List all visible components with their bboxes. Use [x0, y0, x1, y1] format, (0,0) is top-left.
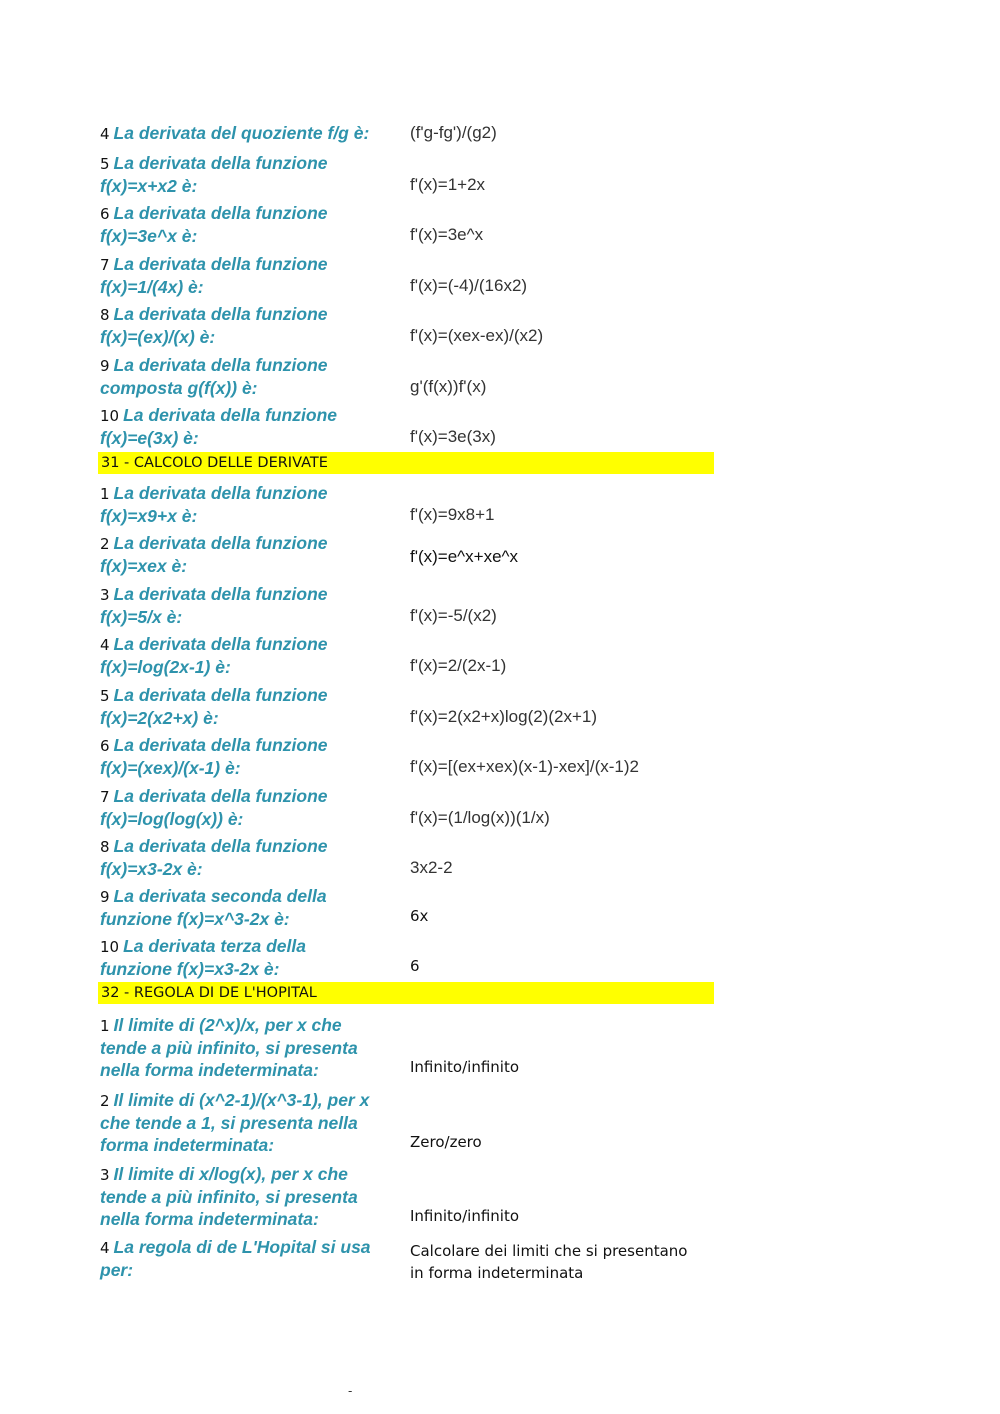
question-text: [100, 152, 400, 197]
answer-text: Infinito/infinito: [410, 1058, 520, 1076]
question-number: 8: [100, 306, 110, 324]
answer-text: Calcolare dei limiti che si presentano in forma indeterminata: [410, 1242, 688, 1282]
question-number: 9: [100, 888, 110, 906]
question-label: La derivata della funzione f(x)=2(x2+x) è:: [100, 685, 328, 728]
question-text: [100, 532, 400, 577]
question-label: La regola di de L'Hopital si usa per:: [100, 1237, 371, 1280]
question-label: La derivata della funzione f(x)=5/x è:: [100, 584, 328, 627]
question-text: [100, 583, 400, 628]
question-label: Il limite di (x^2-1)/(x^3-1), per x che tende a 1, si presenta nella forma indeterminata:: [100, 1090, 370, 1155]
question-text: [100, 785, 400, 830]
question-number: 1: [100, 1017, 110, 1035]
question-number: 6: [100, 205, 110, 223]
question-label: La derivata del quoziente f/g è:: [113, 123, 370, 143]
question-number: 5: [100, 687, 110, 705]
question-text: [100, 122, 400, 145]
answer-text: (f'g-fg')/(g2): [410, 123, 497, 142]
section-header: 31 - CALCOLO DELLE DERIVATE: [98, 452, 714, 474]
section-header: 32 - REGOLA DI DE L'HOPITAL: [98, 982, 714, 1004]
question-label: Il limite di x/log(x), per x che tende a più infinito, si presenta nella forma indeterminata:: [100, 1164, 358, 1229]
question-label: La derivata seconda della funzione f(x)=x^3-2x è:: [100, 886, 327, 929]
question-label: La derivata della funzione f(x)=x3-2x è:: [100, 836, 328, 879]
question-text: [100, 1236, 400, 1281]
question-number: 4: [100, 636, 110, 654]
question-text: [100, 482, 400, 527]
answer-text: 6: [410, 957, 420, 975]
question-number: 3: [100, 1166, 110, 1184]
question-number: 5: [100, 155, 110, 173]
question-text: [100, 1014, 400, 1081]
question-number: 4: [100, 1239, 110, 1257]
question-text: [100, 404, 400, 449]
question-label: La derivata della funzione f(x)=(xex)/(x-1) è:: [100, 735, 328, 778]
question-number: 1: [100, 485, 110, 503]
question-label: La derivata della funzione f(x)=x9+x è:: [100, 483, 328, 526]
question-text: [100, 1163, 400, 1230]
question-number: 10: [100, 938, 120, 956]
question-label: La derivata della funzione f(x)=log(log(x)) è:: [100, 786, 328, 829]
question-text: [100, 734, 400, 779]
answer-text: f'(x)=[(ex+xex)(x-1)-xex]/(x-1)2: [410, 757, 639, 776]
question-label: La derivata della funzione f(x)=e(3x) è:: [100, 405, 338, 448]
answer-text: f'(x)=9x8+1: [410, 505, 495, 524]
answer-text: Infinito/infinito: [410, 1207, 520, 1225]
answer-text: f'(x)=(xex-ex)/(x2): [410, 326, 544, 345]
question-number: 9: [100, 357, 110, 375]
answer-text: Zero/zero: [410, 1133, 482, 1151]
question-text: [100, 354, 400, 399]
question-number: 8: [100, 838, 110, 856]
question-text: [100, 633, 400, 678]
question-text: [100, 684, 400, 729]
question-number: 3: [100, 586, 110, 604]
question-label: La derivata terza della funzione f(x)=x3-2x è:: [100, 936, 306, 979]
question-number: 2: [100, 535, 110, 553]
question-number: 4: [100, 125, 110, 143]
answer-text: f'(x)=2(x2+x)log(2)(2x+1): [410, 707, 597, 726]
answer-text: f'(x)=e^x+xe^x: [410, 547, 519, 566]
answer-text: f'(x)=3e(3x): [410, 427, 496, 446]
question-text: [100, 935, 400, 980]
question-text: [100, 253, 400, 298]
question-label: La derivata della funzione f(x)=1/(4x) è:: [100, 254, 328, 297]
question-text: [100, 885, 400, 930]
question-text: [100, 202, 400, 247]
question-label: La derivata della funzione f(x)=xex è:: [100, 533, 328, 576]
question-number: 10: [100, 407, 120, 425]
answer-text: f'(x)=(1/log(x))(1/x): [410, 808, 550, 827]
question-label: La derivata della funzione f(x)=x+x2 è:: [100, 153, 328, 196]
answer-text: g'(f(x))f'(x): [410, 377, 487, 396]
answer-text: f'(x)=3e^x: [410, 225, 484, 244]
answer-text: f'(x)=2/(2x-1): [410, 656, 507, 675]
page-footer-mark: -: [348, 1384, 353, 1398]
question-label: Il limite di (2^x)/x, per x che tende a più infinito, si presenta nella forma indeterminata:: [100, 1015, 358, 1080]
question-number: 2: [100, 1092, 110, 1110]
question-text: [100, 1089, 400, 1156]
answer-text: f'(x)=1+2x: [410, 175, 486, 194]
answer-text: 6x: [410, 907, 429, 925]
answer-text: 3x2-2: [410, 858, 453, 877]
question-label: La derivata della funzione f(x)=3e^x è:: [100, 203, 328, 246]
question-label: La derivata della funzione f(x)=(ex)/(x) è:: [100, 304, 328, 347]
question-label: La derivata della funzione f(x)=log(2x-1) è:: [100, 634, 328, 677]
question-text: [100, 835, 400, 880]
question-label: La derivata della funzione composta g(f(x)) è:: [100, 355, 328, 398]
question-text: [100, 303, 400, 348]
answer-text: f'(x)=(-4)/(16x2): [410, 276, 528, 295]
question-number: 6: [100, 737, 110, 755]
question-number: 7: [100, 788, 110, 806]
question-number: 7: [100, 256, 110, 274]
answer-text: f'(x)=-5/(x2): [410, 606, 497, 625]
